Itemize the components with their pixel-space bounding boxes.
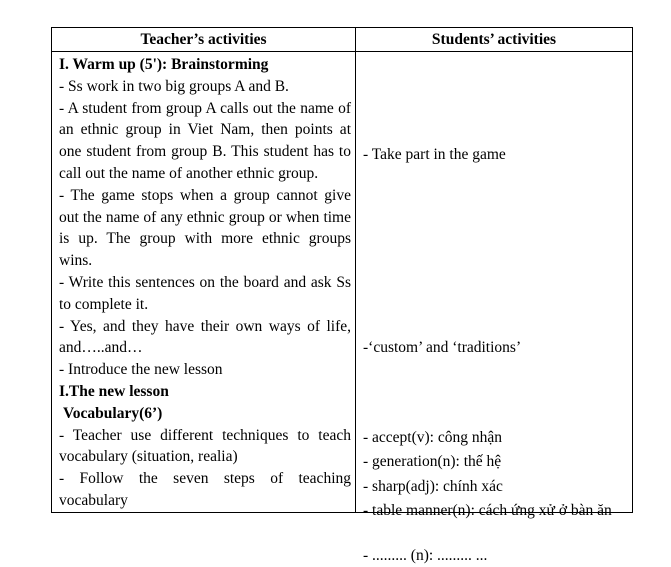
- table-row: [52, 52, 633, 513]
- students-activities-header: Students’ activities: [356, 28, 633, 52]
- warmup-title: I. Warm up (5'): Brainstorming: [59, 56, 269, 73]
- warmup-step: - Yes, and they have their own ways of life, and…..and…: [59, 317, 351, 357]
- teacher-activities-cell: [52, 52, 356, 513]
- warmup-step: - A student from group A calls out the name of an ethnic group in Viet Nam, then points at one student from group B. This student has to call out the name of another ethnic group.: [59, 99, 351, 182]
- vocab-item: - generation(n): thế hệ: [363, 453, 502, 470]
- lesson-plan-table: [51, 27, 633, 564]
- vocab-item: - accept(v): công nhận: [363, 429, 503, 446]
- warmup-step: - Introduce the new lesson: [59, 361, 223, 379]
- warmup-step: - Write this sentences on the board and ask Ss to complete it.: [59, 273, 351, 313]
- table-header-row: [52, 28, 633, 52]
- warmup-step: - Ss work in two big groups A and B.: [59, 77, 289, 95]
- teacher-activities-header: Teacher’s activities: [52, 28, 356, 52]
- vocab-item: - sharp(adj): chính xác: [363, 478, 503, 495]
- students-activities-cell: [356, 52, 633, 564]
- vocab-item: - table manner(n): cách ứng xử ở bàn ăn: [363, 502, 612, 519]
- vocabulary-step: - Teacher use different techniques to teach vocabulary (situation, realia): [59, 426, 351, 466]
- vocab-item-cut: - ......... (n): ......... ...: [363, 547, 488, 564]
- warmup-step: - The game stops when a group cannot give out the name of any ethnic group or when time is up. The group with more ethnic groups wins.: [59, 186, 351, 270]
- student-activity: -‘custom’ and ‘traditions’: [363, 339, 522, 356]
- vocabulary-step: - Follow the seven steps of teaching vocabulary: [59, 470, 351, 509]
- new-lesson-title: I.The new lesson: [59, 382, 169, 400]
- vocabulary-title: Vocabulary(6’): [63, 404, 163, 422]
- student-activity: - Take part in the game: [363, 146, 506, 163]
